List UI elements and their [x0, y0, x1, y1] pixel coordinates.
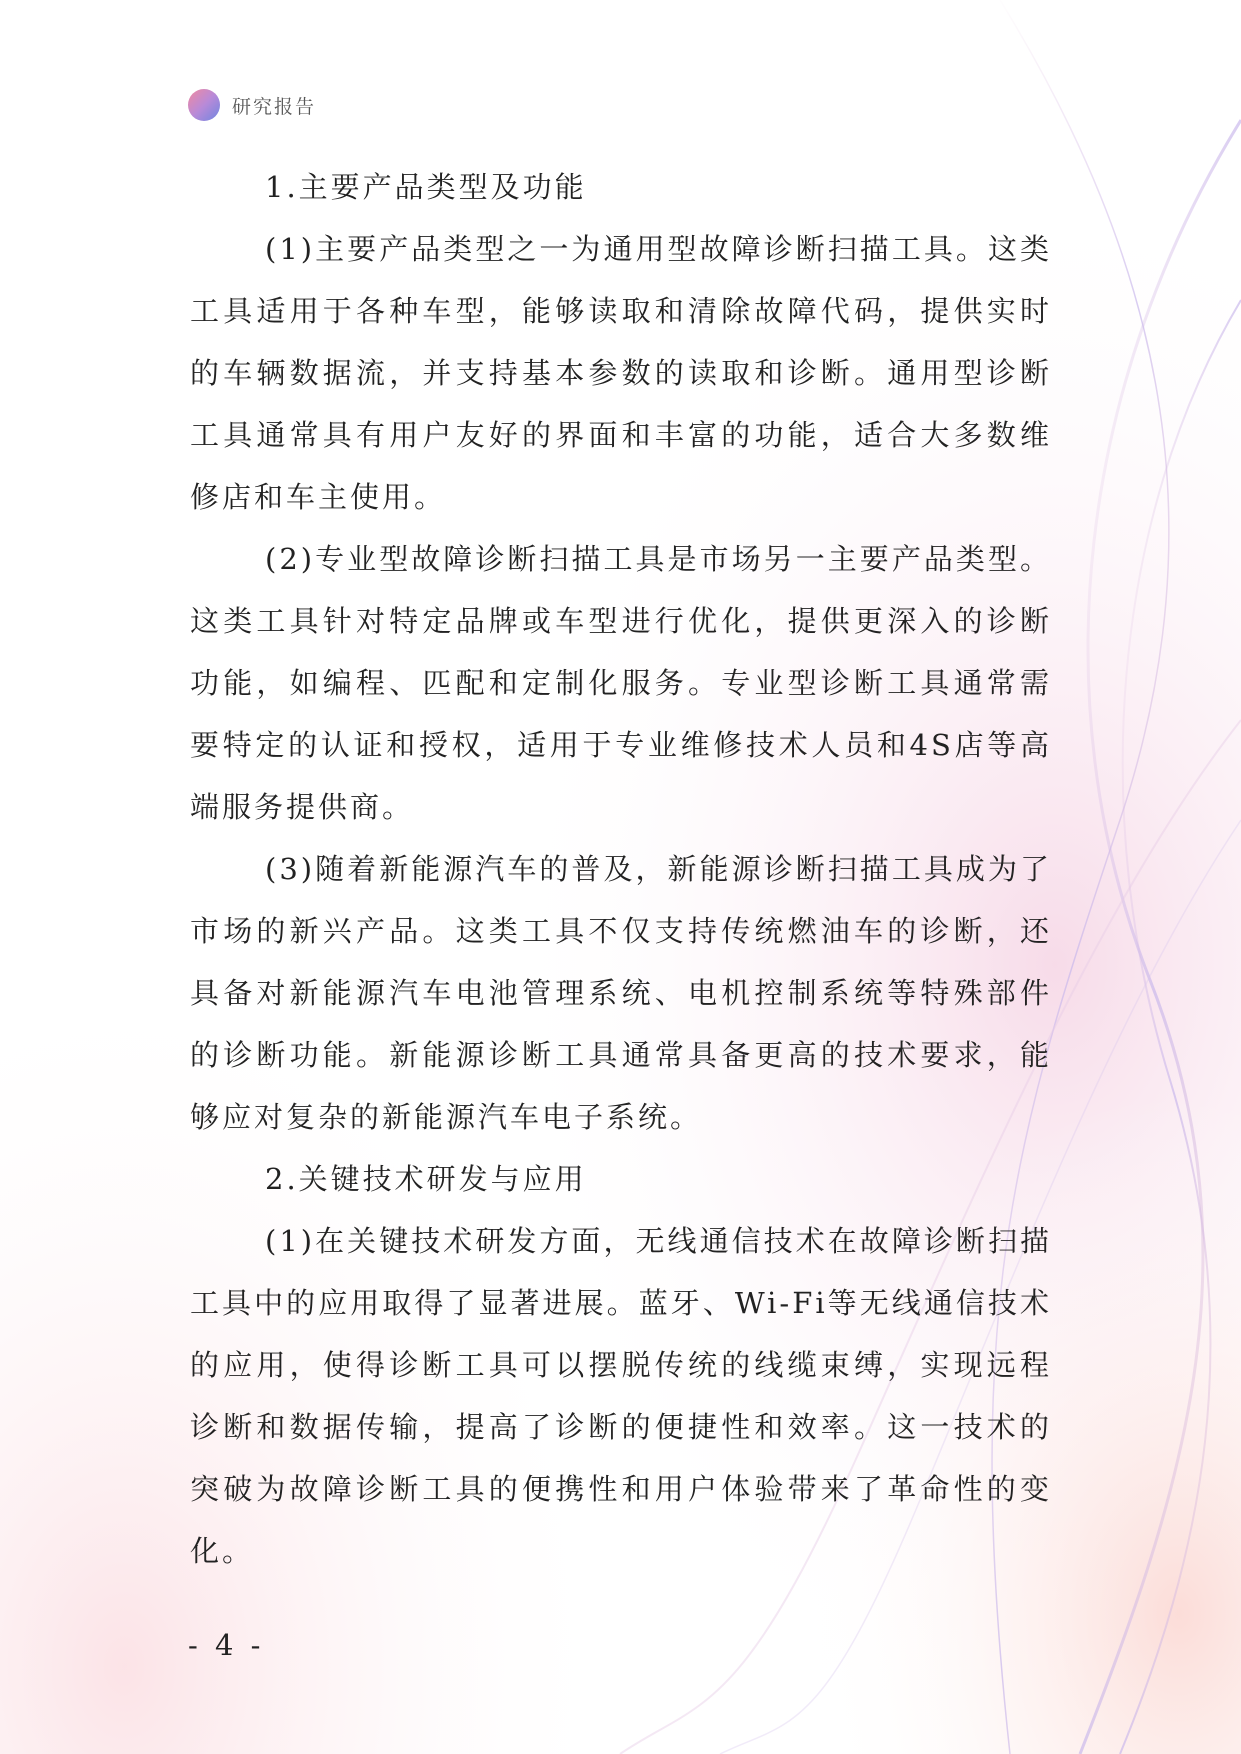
header-label: 研究报告 — [232, 95, 317, 118]
section2-paragraph-1: (1)在关键技术研发方面，无线通信技术在故障诊断扫描工具中的应用取得了显著进展。蓝牙、Wi-Fi等无线通信技术的应用，使得诊断工具可以摆脱传统的线缆束缚，实现远程诊断和数据传输，提高了诊断的便捷性和效率。这一技术的突破为故障诊断工具的便携性和用户体验带来了革命性的变化。 — [190, 1224, 1052, 1568]
section1-paragraph-2: (2)专业型故障诊断扫描工具是市场另一主要产品类型。这类工具针对特定品牌或车型进行优化，提供更深入的诊断功能，如编程、匹配和定制化服务。专业型诊断工具通常需要特定的认证和授权，适用于专业维修技术人员和4S店等高端服务提供商。 — [190, 542, 1052, 824]
document-body — [190, 156, 1052, 1582]
page-header — [188, 88, 316, 122]
section1-heading: 1.主要产品类型及功能 — [265, 170, 587, 204]
section2-heading: 2.关键技术研发与应用 — [265, 1162, 587, 1196]
page-number: - 4 - — [188, 1628, 265, 1662]
section1-paragraph-1: (1)主要产品类型之一为通用型故障诊断扫描工具。这类工具适用于各种车型，能够读取和清除故障代码，提供实时的车辆数据流，并支持基本参数的读取和诊断。通用型诊断工具通常具有用户友好的界面和丰富的功能，适合大多数维修店和车主使用。 — [190, 232, 1052, 514]
section1-paragraph-3: (3)随着新能源汽车的普及，新能源诊断扫描工具成为了市场的新兴产品。这类工具不仅支持传统燃油车的诊断，还具备对新能源汽车电池管理系统、电机控制系统等特殊部件的诊断功能。新能源诊断工具通常具备更高的技术要求，能够应对复杂的新能源汽车电子系统。 — [190, 852, 1052, 1134]
report-logo-icon — [188, 89, 220, 121]
